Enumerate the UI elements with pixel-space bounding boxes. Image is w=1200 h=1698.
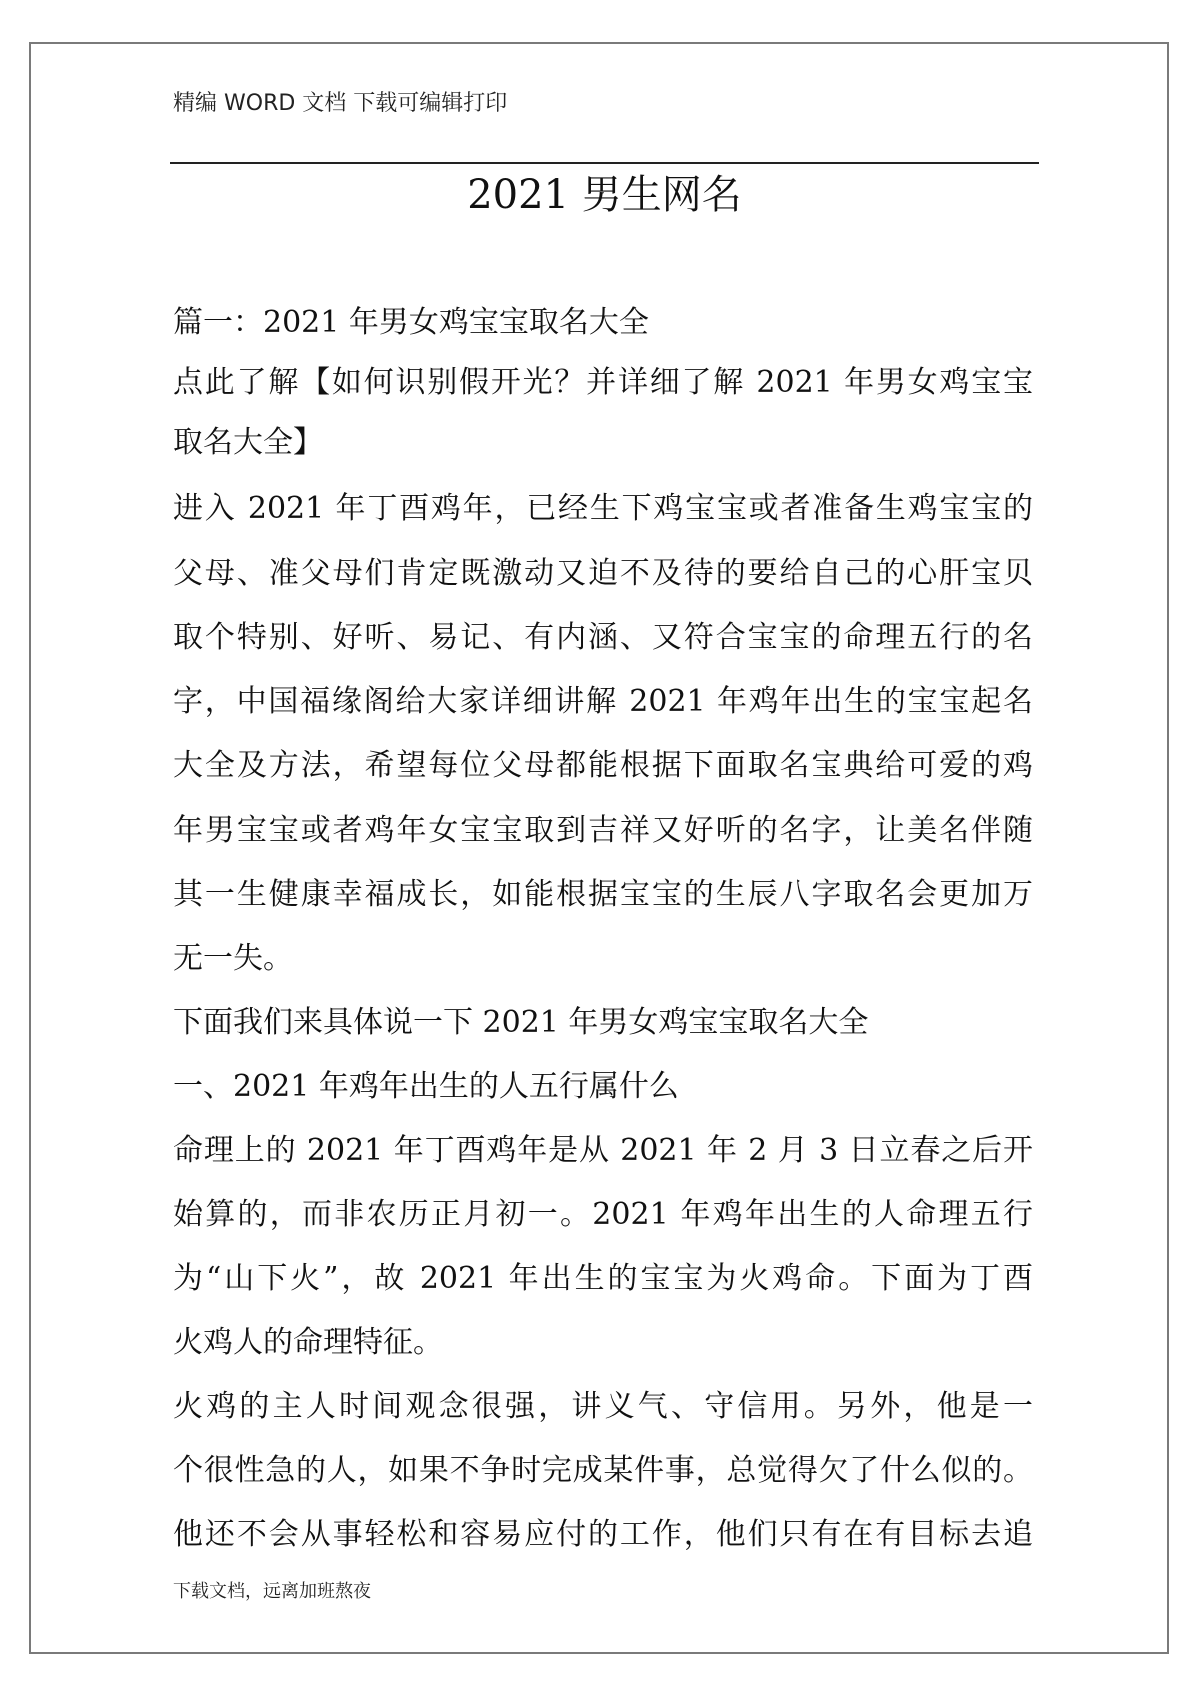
body-line: 为“山下火”，故 2021 年出生的宝宝为火鸡命。下面为丁酉 bbox=[173, 1261, 1033, 1296]
body-line: 命理上的 2021 年丁酉鸡年是从 2021 年 2 月 3 日立春之后开 bbox=[173, 1133, 1033, 1168]
body-line: 取名大全】 bbox=[173, 425, 323, 460]
subsection-heading: 一、2021 年鸡年出生的人五行属什么 bbox=[173, 1069, 679, 1104]
body-line: 火鸡人的命理特征。 bbox=[173, 1325, 443, 1360]
body-line: 始算的，而非农历正月初一。2021 年鸡年出生的人命理五行 bbox=[173, 1197, 1033, 1232]
body-line: 个很性急的人，如果不争时完成某件事，总觉得欠了什么似的。 bbox=[173, 1453, 1033, 1488]
body-line: 其一生健康幸福成长，如能根据宝宝的生辰八字取名会更加万 bbox=[173, 877, 1033, 912]
body-line: 他还不会从事轻松和容易应付的工作，他们只有在有目标去追 bbox=[173, 1517, 1033, 1552]
body-line: 取个特别、好听、易记、有内涵、又符合宝宝的命理五行的名 bbox=[173, 620, 1033, 655]
body-line: 年男宝宝或者鸡年女宝宝取到吉祥又好听的名字，让美名伴随 bbox=[173, 813, 1033, 848]
document-header: 精编 WORD 文档 下载可编辑打印 bbox=[173, 91, 508, 116]
body-line: 无一失。 bbox=[173, 941, 293, 976]
body-line: 进入 2021 年丁酉鸡年，已经生下鸡宝宝或者准备生鸡宝宝的 bbox=[173, 491, 1033, 526]
body-line: 大全及方法，希望每位父母都能根据下面取名宝典给可爱的鸡 bbox=[173, 748, 1033, 783]
body-line: 字，中国福缘阁给大家详细讲解 2021 年鸡年出生的宝宝起名 bbox=[173, 684, 1033, 719]
body-line: 父母、准父母们肯定既激动又迫不及待的要给自己的心肝宝贝 bbox=[173, 556, 1033, 591]
section-heading: 篇一：2021 年男女鸡宝宝取名大全 bbox=[173, 305, 649, 340]
header-divider bbox=[170, 162, 1039, 164]
document-title: 2021 男生网名 bbox=[467, 172, 742, 218]
body-line: 火鸡的主人时间观念很强，讲义气、守信用。另外，他是一 bbox=[173, 1389, 1033, 1424]
document-footer: 下载文档，远离加班熬夜 bbox=[173, 1581, 371, 1602]
body-line: 下面我们来具体说一下 2021 年男女鸡宝宝取名大全 bbox=[173, 1005, 869, 1040]
body-line: 点此了解【如何识别假开光？并详细了解 2021 年男女鸡宝宝 bbox=[173, 365, 1033, 400]
